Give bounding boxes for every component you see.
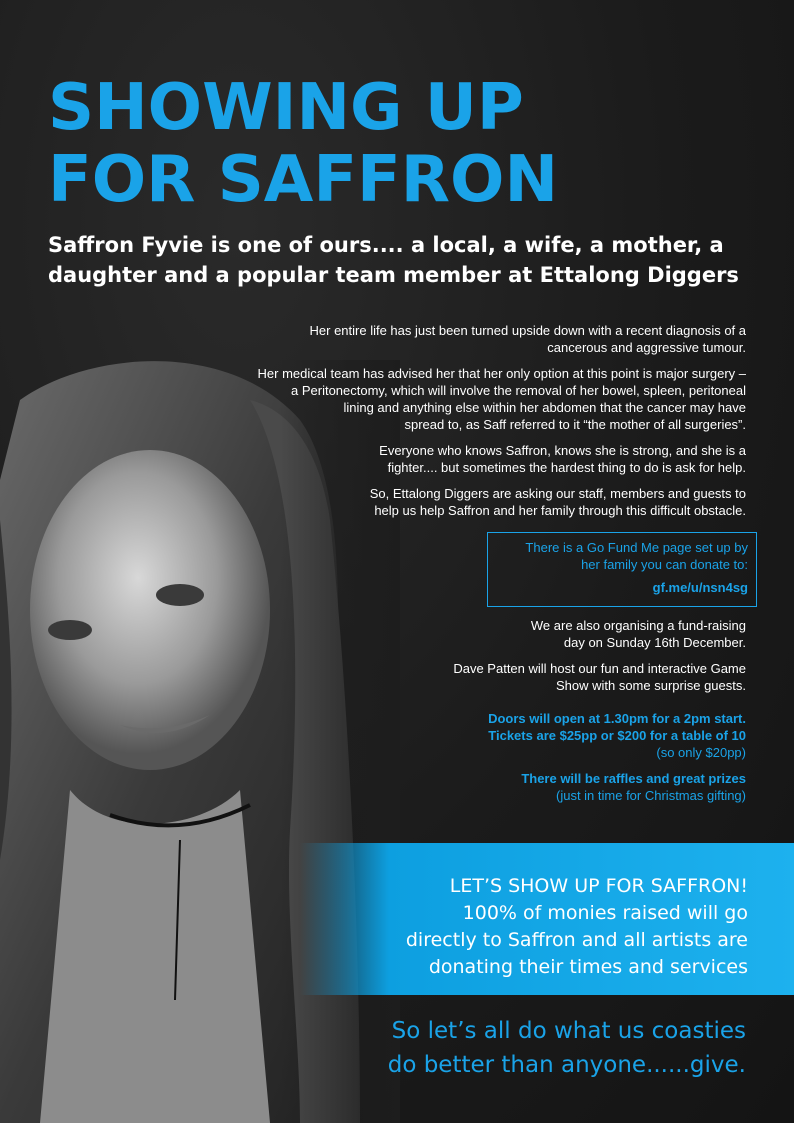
text-line: (so only $20pp) [656,745,746,760]
text-line: Show with some surprise guests. [555,678,746,693]
subtitle-line-1: Saffron Fyvie is one of ours.... a local, a wife, a mother, a [48,233,724,257]
text-line: lining and anything else within her abdomen that the cancer may have [343,400,746,415]
call-to-action-banner [300,843,794,995]
text-line: We are also organising a fund-raising [530,618,746,633]
text-line: cancerous and aggressive tumour. [547,340,746,355]
closing-line-2: do better than anyone......give. [387,1052,746,1078]
banner-line-1: LET’S SHOW UP FOR SAFFRON! [449,875,748,897]
paragraph-doors [166,710,746,761]
paragraph-fundraiser [166,617,746,651]
subtitle [48,230,768,290]
banner-line-4: donating their times and services [428,956,748,978]
text-line: help us help Saffron and her family through this difficult obstacle. [374,503,746,518]
paragraph-diagnosis [166,322,746,356]
subtitle-line-2: daughter and a popular team member at Ettalong Diggers [48,263,739,287]
gofund-line-2: her family you can donate to: [581,557,748,572]
text-line: Doors will open at 1.30pm for a 2pm start. [488,711,746,726]
gofund-line-1: There is a Go Fund Me page set up by [525,540,748,555]
page-title [48,72,748,216]
text-line: Everyone who knows Saffron, knows she is strong, and she is a [379,443,746,458]
closing-line-1: So let’s all do what us coasties [391,1018,746,1044]
text-line: spread to, as Saff referred to it “the mother of all surgeries”. [404,417,746,432]
paragraph-strong [166,442,746,476]
title-line-2: FOR SAFFRON [48,143,558,217]
paragraph-surgery [166,365,746,433]
text-line: Her medical team has advised her that her only option at this point is major surgery – [257,366,746,381]
text-line: Tickets are $25pp or $200 for a table of 10 [488,728,746,743]
banner-line-2: 100% of monies raised will go [462,902,748,924]
banner-line-3: directly to Saffron and all artists are [405,929,748,951]
event-text [166,617,746,813]
paragraph-raffles [166,770,746,804]
gofundme-box [487,532,757,607]
story-text [166,322,746,528]
gofundme-link[interactable]: gf.me/u/nsn4sg [652,580,748,595]
title-line-1: SHOWING UP [48,71,524,145]
text-line: So, Ettalong Diggers are asking our staff, members and guests to [369,486,746,501]
text-line: (just in time for Christmas gifting) [556,788,746,803]
closing-message [186,1014,746,1082]
text-line: day on Sunday 16th December. [563,635,746,650]
text-line: Dave Patten will host our fun and interactive Game [453,661,746,676]
text-line: a Peritonectomy, which will involve the removal of her bowel, spleen, peritoneal [291,383,746,398]
text-line: There will be raffles and great prizes [521,771,746,786]
text-line: fighter.... but sometimes the hardest thing to do is ask for help. [387,460,746,475]
paragraph-ask [166,485,746,519]
text-line: Her entire life has just been turned upside down with a recent diagnosis of a [309,323,746,338]
paragraph-host [166,660,746,694]
